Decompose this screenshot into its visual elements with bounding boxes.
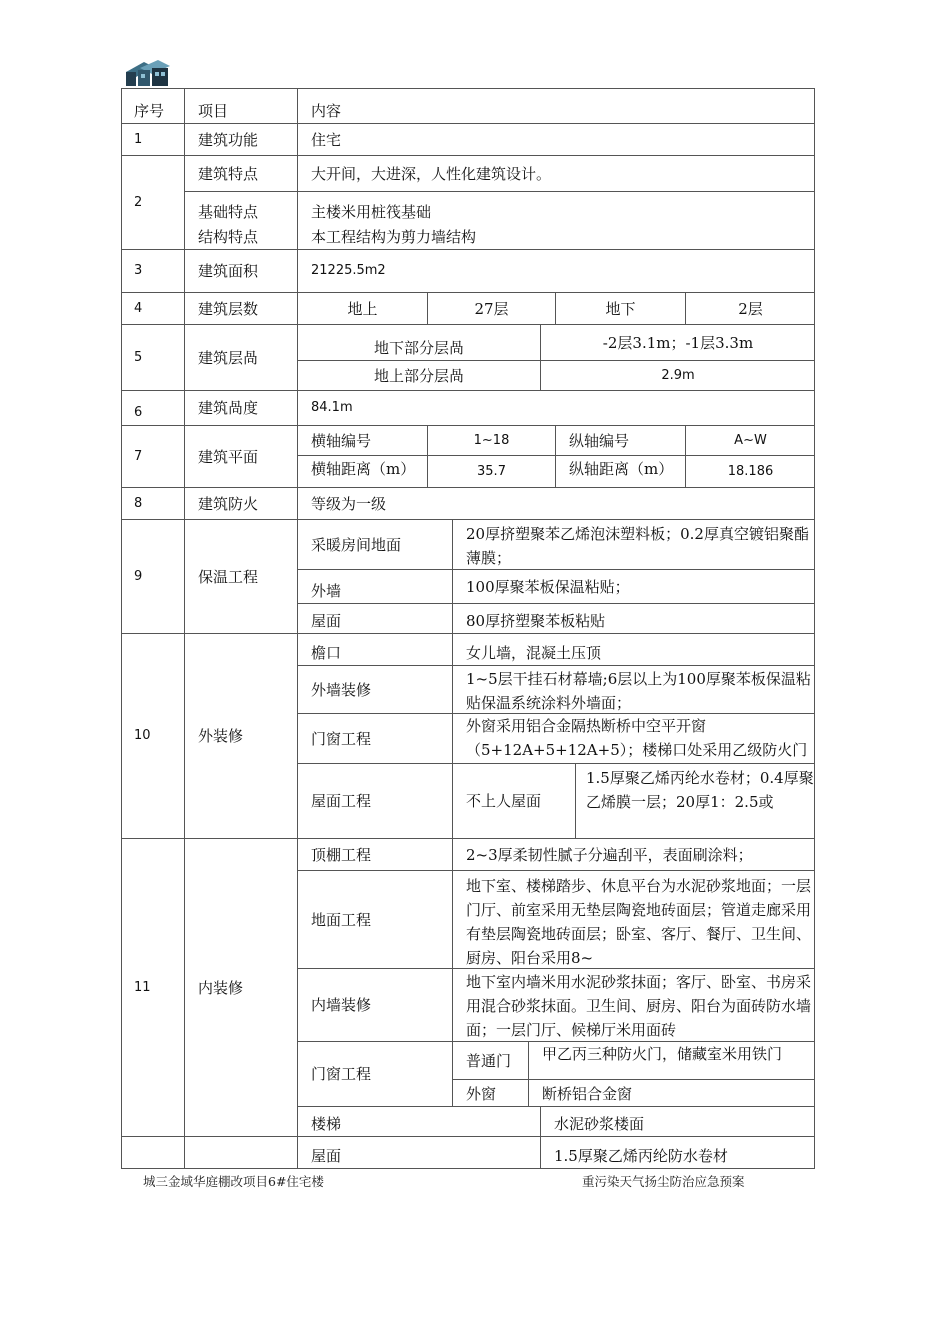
- row11-c-value: 地下室内墙米用水泥砂浆抹面；客厅、卧室、书房采用混合砂浆抹面。卫生间、厨房、阳台为面砖防水墙面；一层门厅、候梯厅米用面砖: [453, 969, 815, 1042]
- row7-v-axis-value: A~W: [686, 426, 815, 456]
- row11-d-sub1-value: 甲乙丙三种防火门，储藏室米用铁门: [529, 1042, 815, 1080]
- row10-item: 外装修: [185, 634, 298, 839]
- row9-c-value: 80厚挤塑聚苯板粘贴: [453, 604, 815, 634]
- row7-v-dist: 纵轴距离（m）: [556, 456, 686, 488]
- row3-item: 建筑面积: [185, 250, 298, 293]
- row1-content: 住宅: [298, 124, 815, 156]
- row7-h-dist: 横轴距离（m）: [298, 456, 428, 488]
- row8-item: 建筑防火: [185, 488, 298, 520]
- row5-over: 地上部分层咼: [298, 361, 541, 391]
- row7-v-axis: 纵轴编号: [556, 426, 686, 456]
- row4-no: 4: [121, 293, 185, 325]
- row10-c-value: 外窗采用铝合金隔热断桥中空平开窗（5+12A+5+12A+5）；楼梯口处采用乙级防火门: [453, 714, 815, 764]
- row4-item: 建筑层数: [185, 293, 298, 325]
- row2-a-label: 建筑特点: [185, 156, 298, 192]
- row6-item: 建筑咼度: [185, 391, 298, 426]
- row5-over-value: 2.9m: [541, 361, 815, 391]
- row11-a-label: 顶棚工程: [298, 839, 453, 871]
- row10-d-value: 1.5厚聚乙烯丙纶水卷材；0.4厚聚乙烯膜一层；20厚1：2.5或: [576, 764, 815, 839]
- row10-no: 10: [121, 634, 185, 839]
- row7-h-axis-value: 1~18: [428, 426, 556, 456]
- row2-a-value: 大开间，大进深，人性化建筑设计。: [298, 156, 815, 192]
- row9-c-label: 屋面: [298, 604, 453, 634]
- footer-left: 城三金域华庭棚改项目6#住宅楼: [143, 1174, 324, 1189]
- row6-content: 84.1m: [298, 391, 815, 426]
- row11-d-label: 门窗工程: [298, 1042, 453, 1107]
- header-content: 内容: [298, 88, 815, 124]
- row9-b-value: 100厚聚苯板保温粘贴；: [453, 570, 815, 604]
- row2-b-value: 主楼米用桩筏基础: [311, 203, 432, 221]
- row9-no: 9: [121, 520, 185, 634]
- row12-a-value: 1.5厚聚乙烯丙纶防水卷材: [541, 1137, 815, 1169]
- row11-d-sub2-value: 断桥铝合金窗: [529, 1080, 815, 1107]
- row10-b-value: 1~5层干挂石材幕墙;6层以上为100厚聚苯板保温粘贴保温系统涂料外墙面；: [453, 666, 815, 714]
- row5-under: 地下部分层咼: [298, 325, 541, 361]
- row11-b-value: 地下室、楼梯踏步、休息平台为水泥砂浆地面；一层门厅、前室采用无垫层陶瓷地砖面层；管道走廊采用有垫层陶瓷地砖面层；卧室、客厅、餐厅、卫生间、厨房、阳台采用8~: [453, 871, 815, 969]
- row11-b-label: 地面工程: [298, 871, 453, 969]
- header-seq: 序号: [121, 88, 185, 124]
- row7-h-dist-value: 35.7: [428, 456, 556, 488]
- row11-c-label: 内墙装修: [298, 969, 453, 1042]
- row7-v-dist-value: 18.186: [686, 456, 815, 488]
- row2-c-value: 本工程结构为剪力墙结构: [298, 224, 815, 250]
- row5-item: 建筑层咼: [185, 325, 298, 391]
- row1-item: 建筑功能: [185, 124, 298, 156]
- row5-under-value: -2层3.1m；-1层3.3m: [541, 325, 815, 361]
- row9-b-label: 外墙: [298, 570, 453, 604]
- row11-no: 11: [121, 839, 185, 1137]
- row10-a-value: 女儿墙，混凝土压顶: [453, 634, 815, 666]
- row4-below-value: 2层: [686, 293, 815, 325]
- row12-a-label: 屋面: [298, 1137, 541, 1169]
- row3-content: 21225.5m2: [298, 250, 815, 293]
- building-logo-icon: [124, 58, 172, 86]
- row4-above: 地上: [298, 293, 428, 325]
- row11-e-label: 楼梯: [298, 1107, 541, 1137]
- row10-d-sub: 不上人屋面: [453, 764, 576, 839]
- row4-above-value: 27层: [428, 293, 556, 325]
- row9-item: 保温工程: [185, 520, 298, 634]
- row1-no: 1: [121, 124, 185, 156]
- row2-no: 2: [121, 156, 185, 250]
- row5-no: 5: [121, 325, 185, 391]
- row11-a-value: 2~3厚柔韧性腻子分遍刮平，表面刷涂料；: [453, 839, 815, 871]
- row12-no: [121, 1137, 185, 1169]
- row3-no: 3: [121, 250, 185, 293]
- header-item: 项目: [185, 88, 298, 124]
- row10-d-label: 屋面工程: [298, 764, 453, 839]
- row11-d-sub2: 外窗: [453, 1080, 529, 1107]
- row9-a-value: 20厚挤塑聚苯乙烯泡沫塑料板；0.2厚真空镀铝聚酯薄膜；: [453, 520, 815, 570]
- row10-a-label: 檐口: [298, 634, 453, 666]
- row11-item: 内装修: [185, 839, 298, 1137]
- row8-content: 等级为一级: [298, 488, 815, 520]
- row12-item: [185, 1137, 298, 1169]
- row7-no: 7: [121, 426, 185, 488]
- row8-no: 8: [121, 488, 185, 520]
- row7-h-axis: 横轴编号: [298, 426, 428, 456]
- row9-a-label: 采暖房间地面: [298, 520, 453, 570]
- row4-below: 地下: [556, 293, 686, 325]
- row7-item: 建筑平面: [185, 426, 298, 488]
- row2-b-label: 基础特点: [185, 192, 298, 224]
- row11-d-sub1: 普通门: [453, 1042, 529, 1080]
- row11-e-value: 水泥砂浆楼面: [541, 1107, 815, 1137]
- footer-right: 重污染天气扬尘防治应急预案: [582, 1174, 745, 1189]
- row6-no: 6: [121, 391, 185, 426]
- row10-b-label: 外墙装修: [298, 666, 453, 714]
- row2-c-label: 结构特点: [185, 224, 298, 250]
- row10-c-label: 门窗工程: [298, 714, 453, 764]
